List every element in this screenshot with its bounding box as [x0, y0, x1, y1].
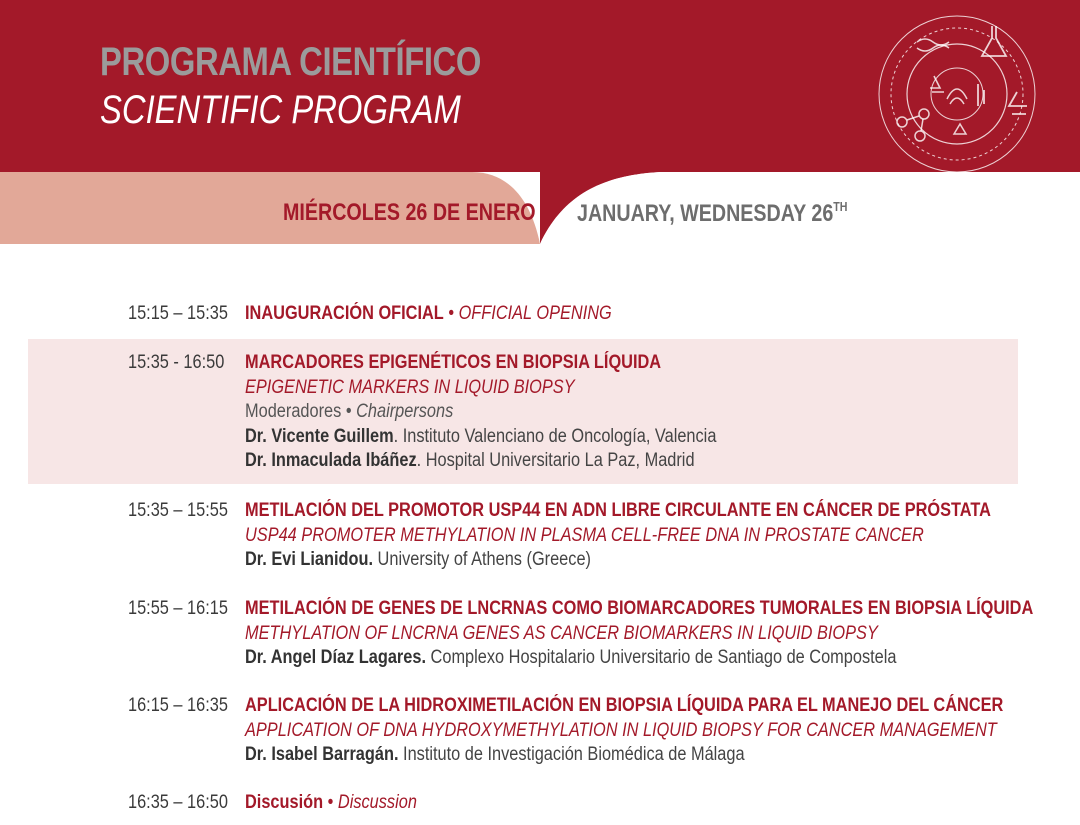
session-title: Discusión • Discussion [245, 792, 417, 813]
session-title-en: APPLICATION OF DNA HYDROXYMETHYLATION IN LIQUID BIOPSY FOR CANCER MANAGEMENT [245, 719, 997, 741]
title-english: SCIENTIFIC PROGRAM [100, 88, 461, 132]
session-time: 15:55 – 16:15 [128, 598, 228, 619]
session-opening [0, 302, 1080, 330]
session-body [245, 351, 716, 474]
day-english: JANUARY, WEDNESDAY 26TH [577, 199, 848, 227]
session-time: 15:35 - 16:50 [128, 352, 225, 373]
session-time: 16:15 – 16:35 [128, 695, 228, 716]
speaker: Dr. Evi Lianidou. University of Athens (Greece) [245, 549, 591, 570]
session-title-es: APLICACIÓN DE LA HIDROXIMETILACIÓN EN BIOPSIA LÍQUIDA PARA EL MANEJO DEL CÁNCER [245, 695, 1004, 716]
speaker: Dr. Isabel Barragán. Instituto de Investigación Biomédica de Málaga [245, 744, 745, 765]
session-epigenetic-markers [28, 339, 1018, 484]
speaker: Dr. Angel Díaz Lagares. Complexo Hospitalario Universitario de Santiago de Compostela [245, 647, 897, 668]
session-title: INAUGURACIÓN OFICIAL • OFFICIAL OPENING [245, 303, 612, 324]
day-spanish: MIÉRCOLES 26 DE ENERO [283, 199, 536, 226]
session-body [245, 597, 1033, 671]
title-spanish: PROGRAMA CIENTÍFICO [100, 40, 481, 84]
chairpersons-label: Moderadores • Chairpersons [245, 401, 454, 422]
header-banner [0, 0, 1080, 250]
session-usp44 [0, 499, 1080, 577]
session-hydroxymethylation [0, 694, 1080, 772]
session-time: 15:35 – 15:55 [128, 500, 228, 521]
session-body [245, 499, 991, 573]
session-title-es: METILACIÓN DEL PROMOTOR USP44 EN ADN LIBRE CIRCULANTE EN CÁNCER DE PRÓSTATA [245, 500, 991, 521]
session-body [245, 694, 1003, 768]
science-emblem-icon [872, 14, 1042, 174]
session-title-en: EPIGENETIC MARKERS IN LIQUID BIOPSY [245, 376, 575, 398]
session-discussion [0, 791, 1080, 819]
session-title-en: USP44 PROMOTER METHYLATION IN PLASMA CELL-FREE DNA IN PROSTATE CANCER [245, 524, 924, 546]
chairperson-2: Dr. Inmaculada Ibáñez. Hospital Universitario La Paz, Madrid [245, 450, 695, 471]
session-lncrna [0, 597, 1080, 675]
session-title-en: METHYLATION OF LNCRNA GENES AS CANCER BIOMARKERS IN LIQUID BIOPSY [245, 622, 878, 644]
session-title-es: METILACIÓN DE GENES DE LNCRNAS COMO BIOMARCADORES TUMORALES EN BIOPSIA LÍQUIDA [245, 598, 1034, 619]
chairperson-1: Dr. Vicente Guillem. Instituto Valenciano de Oncología, Valencia [245, 425, 717, 447]
session-title-es: MARCADORES EPIGENÉTICOS EN BIOPSIA LÍQUIDA [245, 352, 662, 373]
session-time: 15:15 – 15:35 [128, 303, 228, 324]
session-time: 16:35 – 16:50 [128, 792, 228, 813]
